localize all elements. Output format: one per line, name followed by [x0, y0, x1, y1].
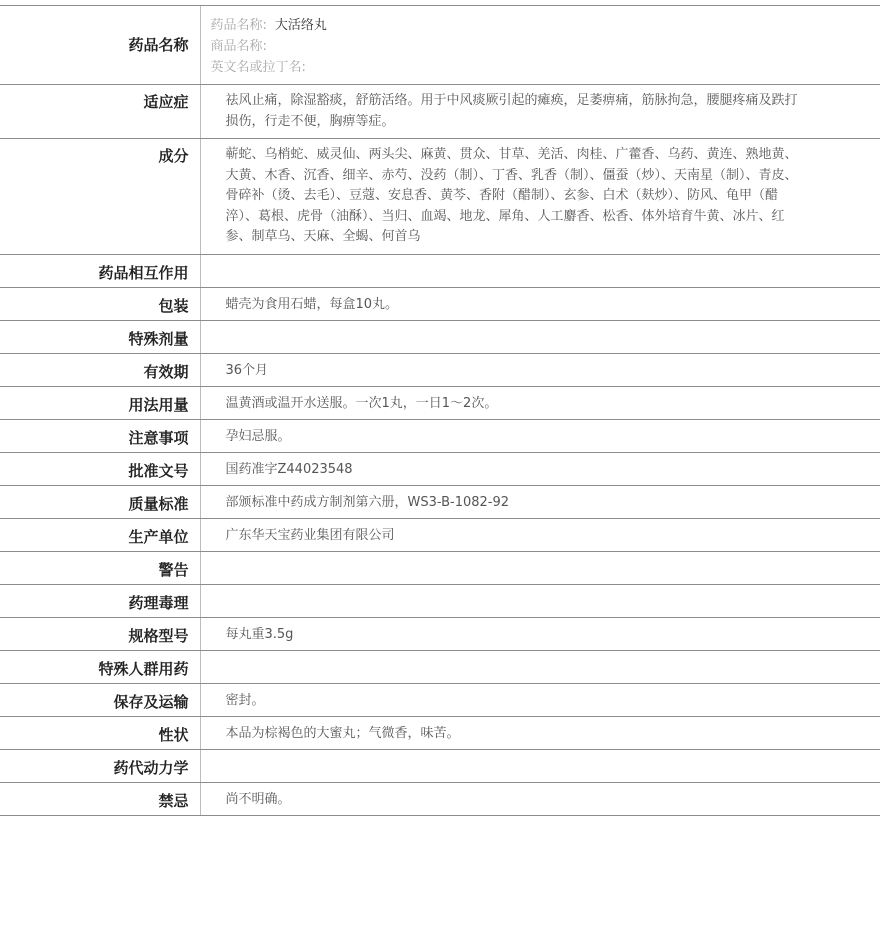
value-drug-names	[200, 6, 880, 85]
label-contraindications: 禁忌	[0, 782, 200, 815]
value-approval-number: 国药准字Z44023548	[200, 452, 880, 485]
label-approval-number: 批准文号	[0, 452, 200, 485]
value-manufacturer: 广东华天宝药业集团有限公司	[200, 518, 880, 551]
label-precautions: 注意事项	[0, 419, 200, 452]
value-contraindications: 尚不明确。	[200, 782, 880, 815]
label-description: 性状	[0, 716, 200, 749]
value-special-populations	[200, 650, 880, 683]
row-special-populations	[0, 650, 880, 683]
row-description	[0, 716, 880, 749]
row-contraindications	[0, 782, 880, 815]
label-indications: 适应症	[0, 85, 200, 139]
value-warning	[200, 551, 880, 584]
row-shelf-life	[0, 353, 880, 386]
value-pharmacokinetics	[200, 749, 880, 782]
label-drug-interactions: 药品相互作用	[0, 254, 200, 287]
value-indications: 祛风止痛，除湿豁痰，舒筋活络。用于中风痰厥引起的瘫痪，足萎痹痛，筋脉拘急，腰腿疼痛及跌打损伤，行走不便，胸痹等症。	[200, 85, 880, 139]
drug-spec-table	[0, 5, 880, 816]
label-special-dosage: 特殊剂量	[0, 320, 200, 353]
row-ingredients	[0, 139, 880, 255]
value-description: 本品为棕褐色的大蜜丸；气微香，味苦。	[200, 716, 880, 749]
row-manufacturer	[0, 518, 880, 551]
row-usage-dosage	[0, 386, 880, 419]
row-specification	[0, 617, 880, 650]
row-packaging	[0, 287, 880, 320]
value-ingredients: 蕲蛇、乌梢蛇、威灵仙、两头尖、麻黄、贯众、甘草、羌活、肉桂、广藿香、乌药、黄连、熟地黄、大黄、木香、沉香、细辛、赤芍、没药（制）、丁香、乳香（制）、僵蚕（炒）、天南星（制）、青皮、骨碎补（烫、去毛）、豆蔻、安息香、黄芩、香附（醋制）、玄参、白术（麸炒）、防风、龟甲（醋淬）、葛根、虎骨（油酥）、当归、血竭、地龙、犀角、人工麝香、松香、体外培育牛黄、冰片、红参、制草乌、天麻、全蝎、何首乌	[200, 139, 880, 255]
english-name-line	[211, 57, 880, 78]
row-approval-number	[0, 452, 880, 485]
label-specification: 规格型号	[0, 617, 200, 650]
value-packaging: 蜡壳为食用石蜡，每盒10丸。	[200, 287, 880, 320]
value-pharmacology-toxicology	[200, 584, 880, 617]
row-indications	[0, 85, 880, 139]
label-ingredients: 成分	[0, 139, 200, 255]
generic-name-line	[211, 15, 880, 36]
value-usage-dosage: 温黄酒或温开水送服。一次1丸，一日1～2次。	[200, 386, 880, 419]
label-quality-standard: 质量标准	[0, 485, 200, 518]
value-storage-transport: 密封。	[200, 683, 880, 716]
label-packaging: 包装	[0, 287, 200, 320]
label-usage-dosage: 用法用量	[0, 386, 200, 419]
value-specification: 每丸重3.5g	[200, 617, 880, 650]
value-quality-standard: 部颁标准中药成方制剂第六册，WS3-B-1082-92	[200, 485, 880, 518]
label-drug-names: 药品名称	[0, 6, 200, 85]
row-precautions	[0, 419, 880, 452]
row-storage-transport	[0, 683, 880, 716]
row-special-dosage	[0, 320, 880, 353]
label-manufacturer: 生产单位	[0, 518, 200, 551]
trade-name-key: 商品名称:	[210, 39, 267, 54]
value-drug-interactions	[200, 254, 880, 287]
value-precautions: 孕妇忌服。	[200, 419, 880, 452]
row-quality-standard	[0, 485, 880, 518]
label-special-populations: 特殊人群用药	[0, 650, 200, 683]
label-pharmacokinetics: 药代动力学	[0, 749, 200, 782]
row-pharmacokinetics	[0, 749, 880, 782]
english-name-key: 英文名或拉丁名:	[210, 60, 306, 75]
row-drug-interactions	[0, 254, 880, 287]
generic-name-key: 药品名称:	[210, 18, 267, 33]
label-warning: 警告	[0, 551, 200, 584]
value-shelf-life: 36个月	[200, 353, 880, 386]
label-storage-transport: 保存及运输	[0, 683, 200, 716]
label-pharmacology-toxicology: 药理毒理	[0, 584, 200, 617]
trade-name-line	[211, 36, 880, 57]
value-special-dosage	[200, 320, 880, 353]
label-shelf-life: 有效期	[0, 353, 200, 386]
row-drug-names	[0, 6, 880, 85]
row-pharmacology-toxicology	[0, 584, 880, 617]
generic-name-value: 大活络丸	[274, 18, 327, 33]
row-warning	[0, 551, 880, 584]
